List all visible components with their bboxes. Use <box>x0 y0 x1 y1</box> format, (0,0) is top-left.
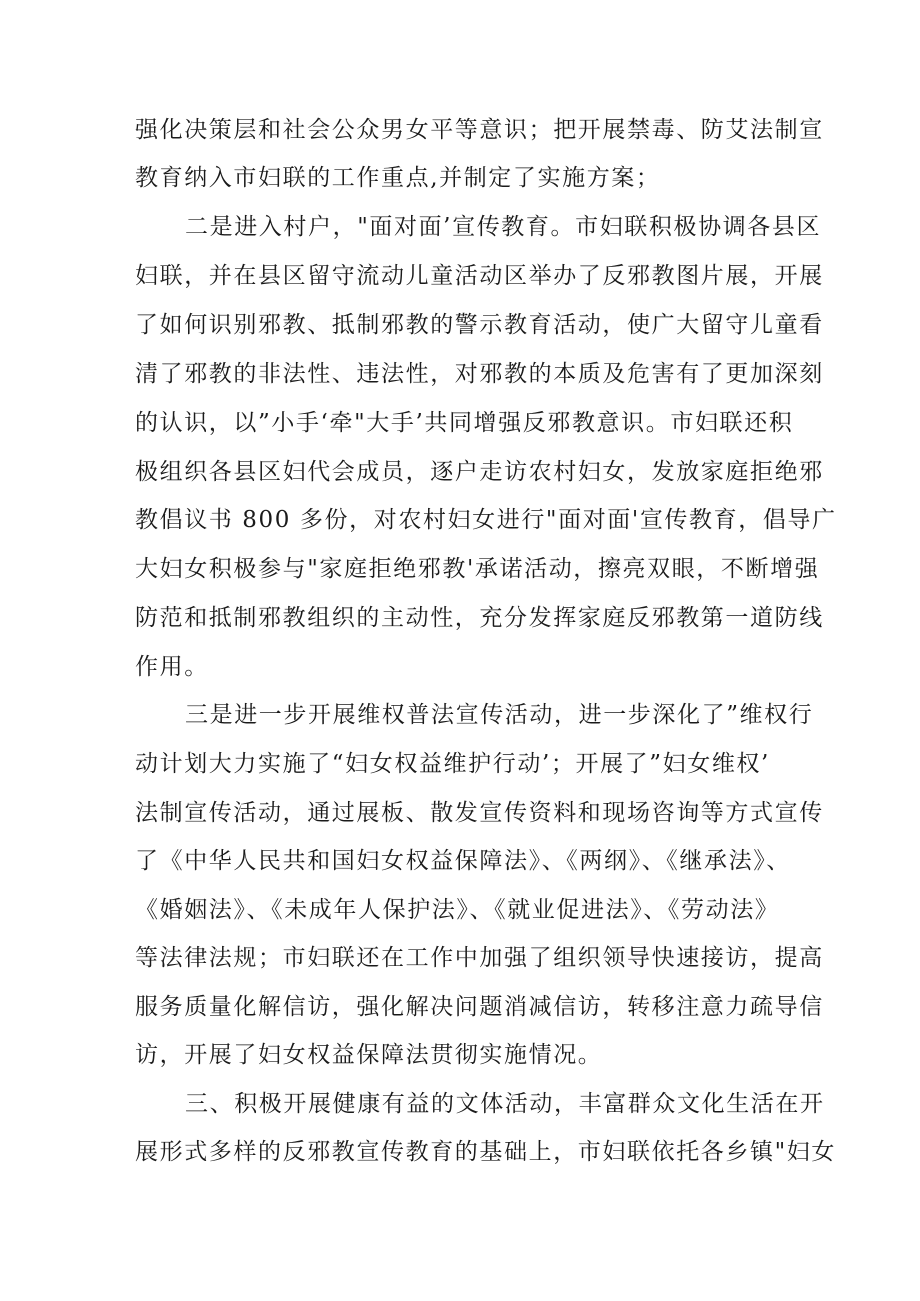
text-line: 强化决策层和社会公众男女平等意识；把开展禁毒、防艾法制宣 <box>135 117 824 143</box>
text-line: 教育纳入市妇联的工作重点,并制定了实施方案； <box>135 165 661 191</box>
text-line: 访，开展了妇女权益保障法贯彻实施情况。 <box>135 1042 603 1068</box>
text-line: 法制宣传活动，通过展板、散发宣传资料和现场咨询等方式宣传 <box>135 800 824 826</box>
text-line: 极组织各县区妇代会成员，逐户走访农村妇女，发放家庭拒绝邪 <box>135 459 824 485</box>
text-line: 妇联，并在县区留守流动儿童活动区举办了反邪教图片展，开展 <box>135 263 824 289</box>
text-line: 了如何识别邪教、抵制邪教的警示教育活动，使广大留守儿童看 <box>135 312 824 338</box>
text-line: 了《中华人民共和国妇女权益保障法》、《两纲》、《继承法》、 <box>135 848 791 874</box>
text-line: 教倡议书 800 多份，对农村妇女进行"面对面'宣传教育，倡导广 <box>135 507 837 533</box>
text-line: 《婚姻法》、《未成年人保护法》、《就业促进法》、《劳动法》 <box>135 897 780 923</box>
text-line: 动计划大力实施了“妇女权益维护行动’；开展了”妇女维权’ <box>135 751 770 777</box>
text-line: 二是进入村户，"面对面’宣传教育。市妇联积极协调各县区 <box>185 214 822 240</box>
text-line: 的认识，以”小手‘牵"大手’共同增强反邪教意识。市妇联还积 <box>135 410 794 436</box>
text-line: 清了邪教的非法性、违法性，对邪教的本质及危害有了更加深刻 <box>135 361 824 387</box>
text-line: 作用。 <box>135 654 209 680</box>
text-line: 三是进一步开展维权普法宣传活动，进一步深化了”维权行 <box>185 702 814 728</box>
text-line: 三、积极开展健康有益的文体活动，丰富群众文化生活在开 <box>185 1091 825 1117</box>
text-line: 服务质量化解信访，强化解决问题消减信访，转移注意力疏导信 <box>135 994 824 1020</box>
text-line: 防范和抵制邪教组织的主动性，充分发挥家庭反邪教第一道防线 <box>135 605 824 631</box>
text-line: 大妇女积极参与"家庭拒绝邪教'承诺活动，擦亮双眼，不断增强 <box>135 556 820 582</box>
text-line: 等法律法规；市妇联还在工作中加强了组织领导快速接访，提高 <box>135 945 824 971</box>
text-line: 展形式多样的反邪教宣传教育的基础上，市妇联依托各乡镇"妇女 <box>135 1139 836 1165</box>
